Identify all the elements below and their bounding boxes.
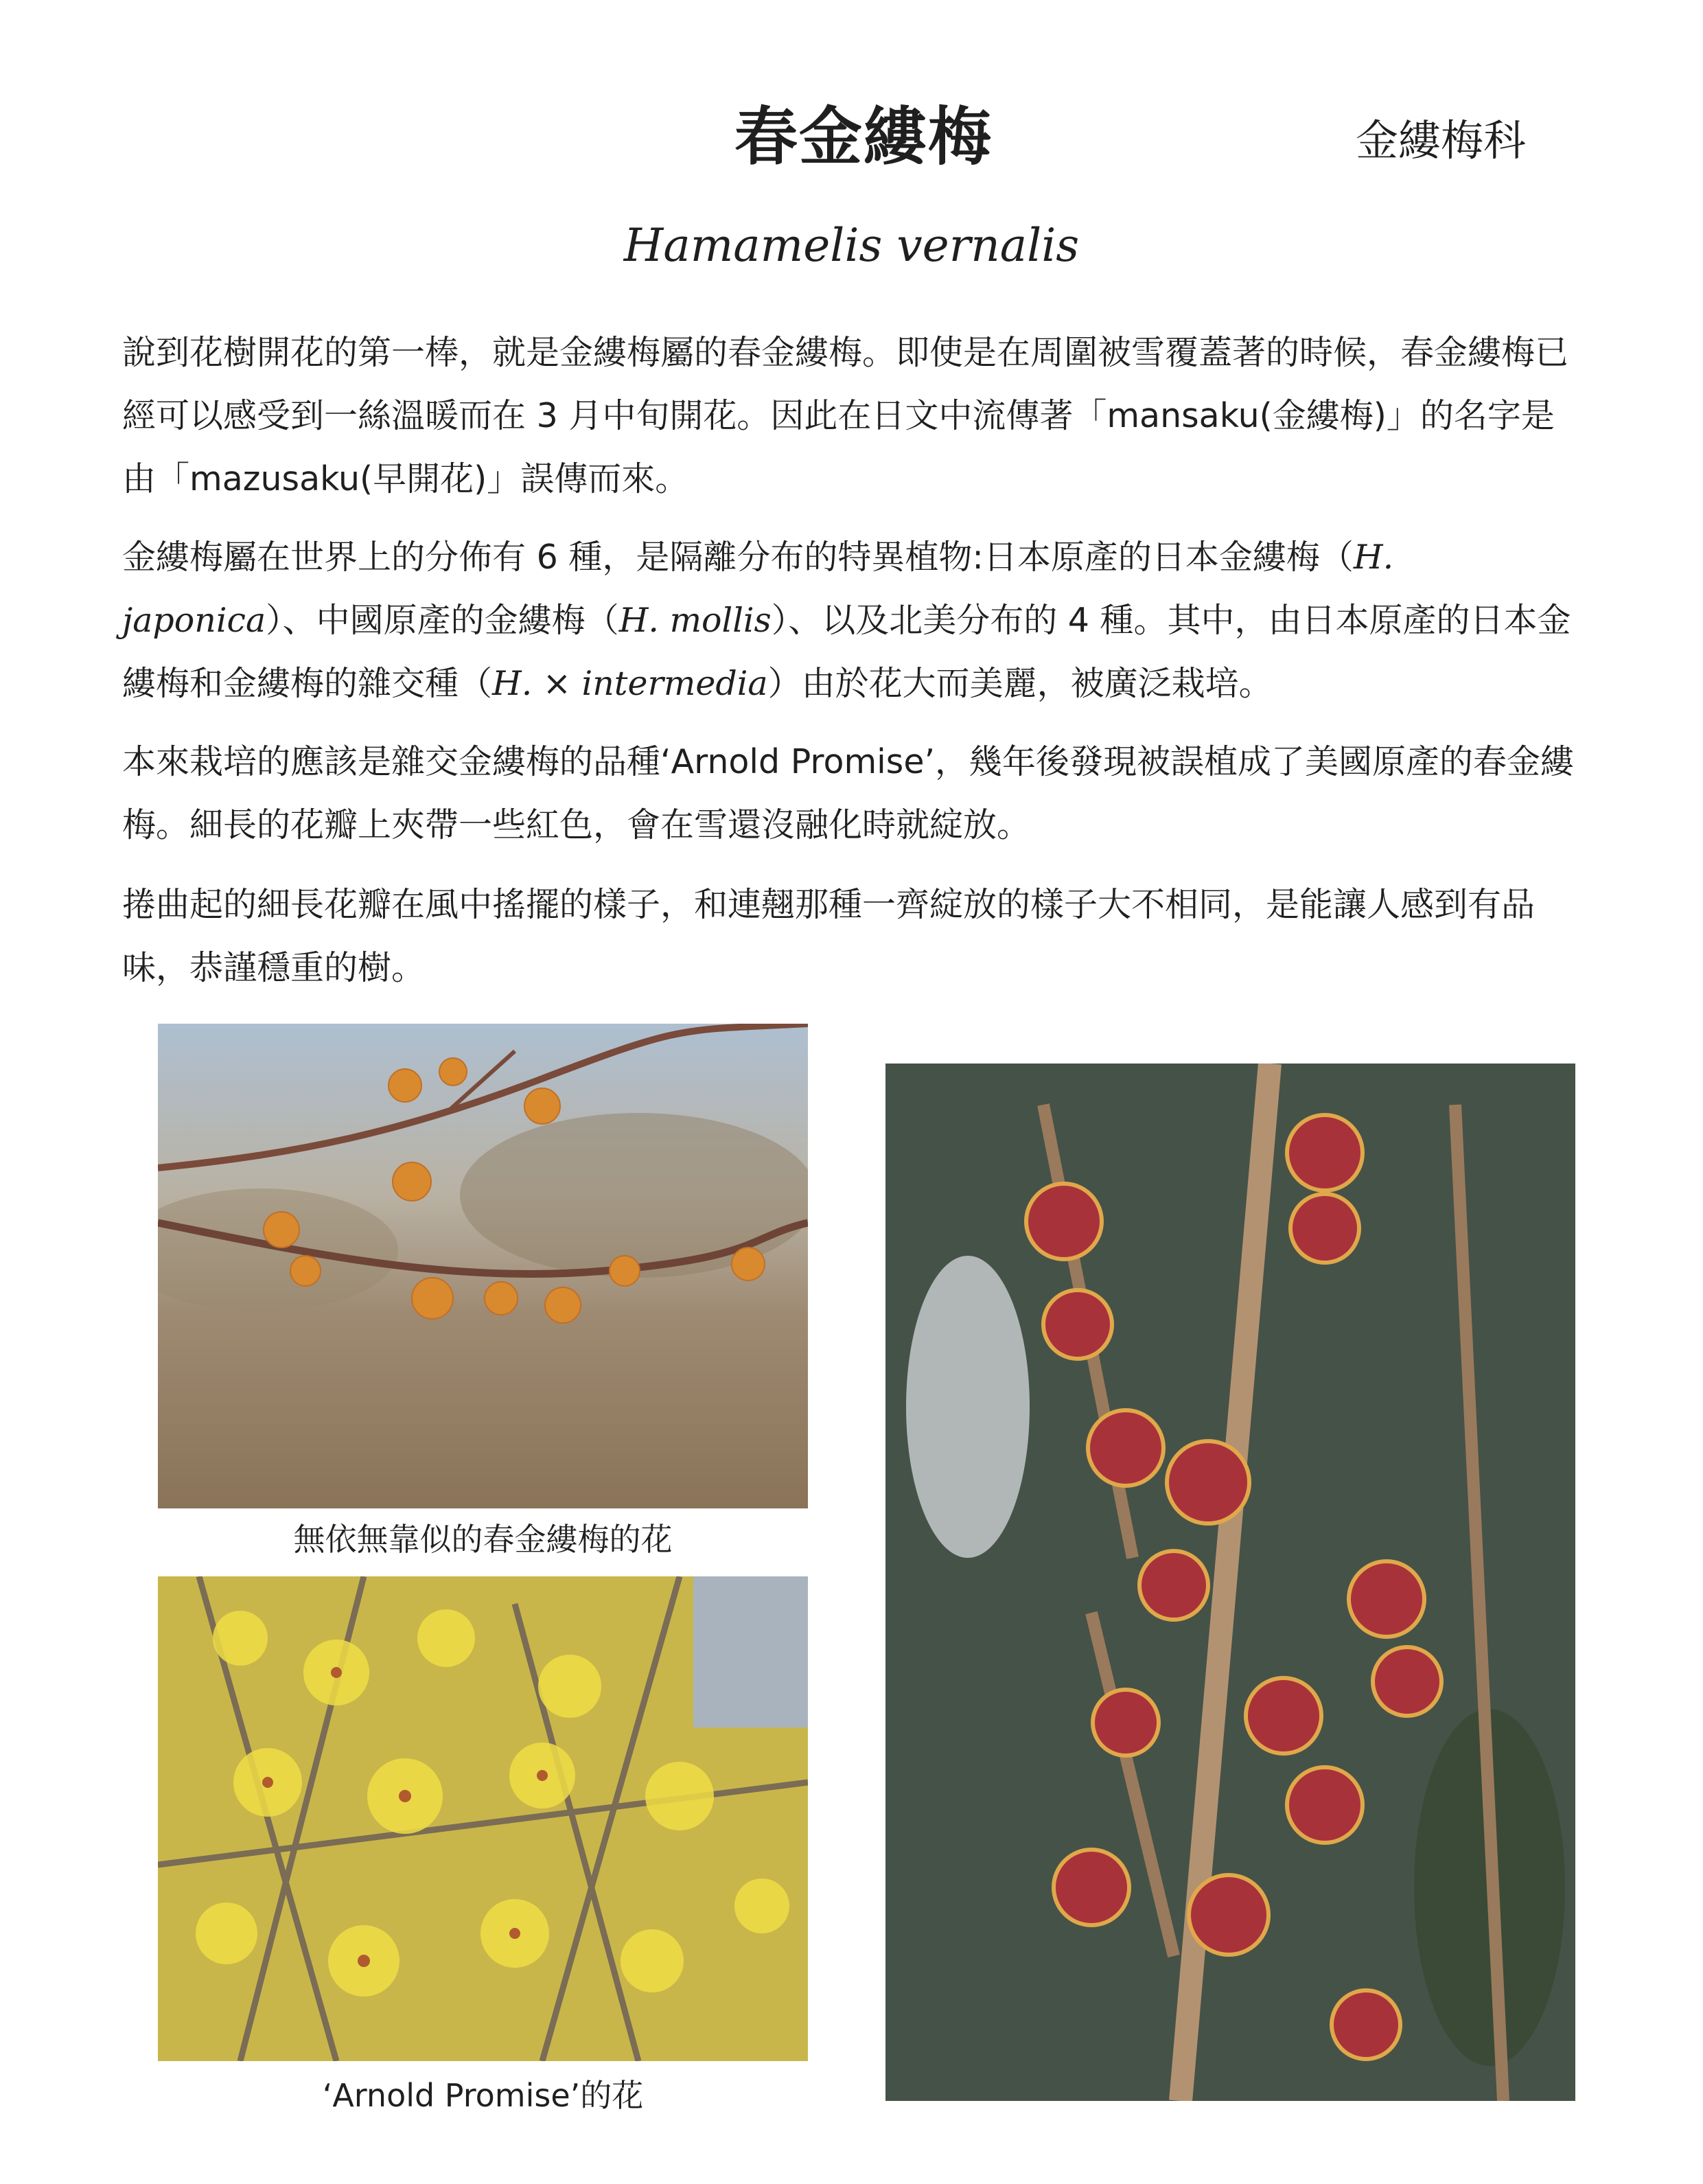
species-name: H. japonica xyxy=(122,538,1394,640)
paragraph-cultivar: 本來栽培的應該是雜交金縷梅的品種‘Arnold Promise’，幾年後發現被誤植成了美國原產的春金縷梅。細長的花瓣上夾帶一些紅色，會在雪還沒融化時就綻放。 xyxy=(122,742,1575,844)
photo-vernalis-branch xyxy=(158,1024,808,1508)
yellow-flowers-image xyxy=(158,1576,808,2061)
species-name: H. mollis xyxy=(618,601,772,640)
photo-caption: 無依無靠似的春金縷梅的花 xyxy=(293,1521,673,1558)
page-title: 春金縷梅 xyxy=(734,100,993,174)
paragraph-intro: 說到花樹開花的第一棒，就是金縷梅屬的春金縷梅。即使是在周圍被雪覆蓋著的時候，春金縷梅已經可以感受到一絲溫暖而在 3 月中旬開花。因此在日文中流傳著「mansaku(金縷梅)」的名字是由「mazusaku(早開花)」誤傳而來。 xyxy=(122,333,1569,498)
paragraph-distribution xyxy=(122,526,1584,715)
text-segment: ）、以及北美分布的 4 種。其中，由日本原產的日本金縷梅和金縷梅的雜交種（ xyxy=(122,601,1571,703)
text-segment: × xyxy=(532,664,582,703)
text-segment: ）、中國原產的金縷梅（ xyxy=(266,601,619,640)
paragraph-character: 捲曲起的細長花瓣在風中搖擺的樣子，和連翹那種一齊綻放的樣子大不相同，是能讓人感到有品味，恭謹穩重的樹。 xyxy=(122,885,1536,987)
red-flowers-image xyxy=(885,1064,1575,2101)
photo-arnold-promise xyxy=(158,1576,808,2061)
photo-vernalis-red xyxy=(885,1064,1575,2101)
text-segment: ）由於花大而美麗，被廣泛栽培。 xyxy=(767,664,1273,703)
species-name: intermedia xyxy=(581,664,768,703)
photo-caption: ‘Arnold Promise’的花 xyxy=(322,2077,644,2114)
text-segment: 金縷梅屬在世界上的分佈有 6 種，是隔離分布的特異植物:日本原產的日本金縷梅（ xyxy=(122,538,1354,577)
scientific-name: Hamamelis vernalis xyxy=(623,219,1080,272)
witch-hazel-branch-image xyxy=(158,1024,808,1508)
plant-family: 金縷梅科 xyxy=(1356,115,1527,165)
species-name: H. xyxy=(492,664,533,703)
